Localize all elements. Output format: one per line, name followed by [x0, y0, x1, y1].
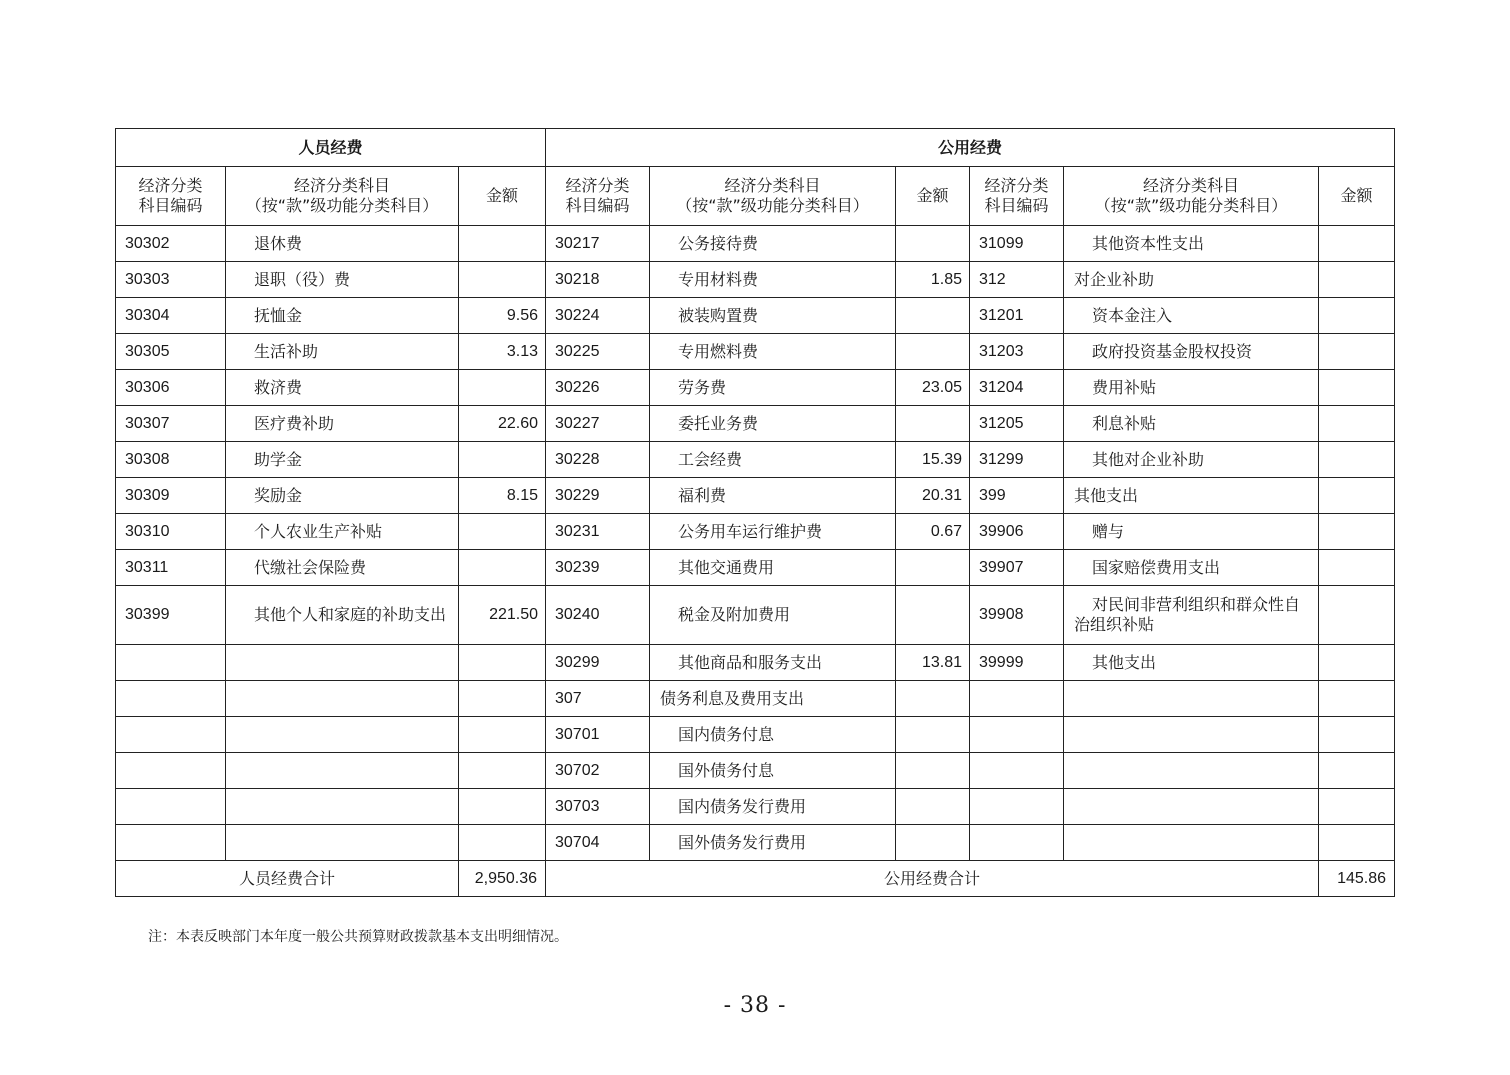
table-row [116, 370, 1395, 406]
capital-code-cell: 399 [970, 478, 1064, 514]
capital-code-cell [970, 717, 1064, 753]
public-amount-cell: 23.05 [896, 370, 970, 406]
personnel-amount-cell: 221.50 [459, 586, 546, 645]
public-code-cell: 30225 [546, 334, 650, 370]
capital-code-cell: 312 [970, 262, 1064, 298]
capital-amount-cell [1319, 334, 1395, 370]
capital-amount-cell [1319, 550, 1395, 586]
public-name-cell: 委托业务费 [650, 406, 896, 442]
col-header-name: 经济分类科目 （按“款”级功能分类科目） [1064, 167, 1319, 226]
public-code-cell: 30228 [546, 442, 650, 478]
public-name-cell: 其他交通费用 [650, 550, 896, 586]
personnel-name-cell: 救济费 [226, 370, 459, 406]
col-header-amount: 金额 [896, 167, 970, 226]
public-amount-cell [896, 550, 970, 586]
capital-name-cell: 政府投资基金股权投资 [1064, 334, 1319, 370]
personnel-amount-cell [459, 789, 546, 825]
personnel-amount-cell [459, 825, 546, 861]
public-code-cell: 30227 [546, 406, 650, 442]
capital-amount-cell [1319, 406, 1395, 442]
capital-amount-cell [1319, 298, 1395, 334]
personnel-code-cell: 30306 [116, 370, 226, 406]
public-name-cell: 专用燃料费 [650, 334, 896, 370]
public-amount-cell: 13.81 [896, 645, 970, 681]
capital-name-cell [1064, 681, 1319, 717]
personnel-amount-cell: 22.60 [459, 406, 546, 442]
personnel-code-cell: 30310 [116, 514, 226, 550]
personnel-amount-cell [459, 550, 546, 586]
capital-amount-cell [1319, 262, 1395, 298]
public-name-cell: 债务利息及费用支出 [650, 681, 896, 717]
table-row [116, 262, 1395, 298]
capital-name-cell: 费用补贴 [1064, 370, 1319, 406]
personnel-name-cell: 个人农业生产补贴 [226, 514, 459, 550]
table-row [116, 298, 1395, 334]
public-amount-cell: 1.85 [896, 262, 970, 298]
public-name-cell: 专用材料费 [650, 262, 896, 298]
table-row [116, 514, 1395, 550]
table-row [116, 406, 1395, 442]
column-header-row [116, 167, 1395, 226]
capital-name-cell: 对企业补助 [1064, 262, 1319, 298]
personnel-amount-cell [459, 717, 546, 753]
personnel-name-cell: 退休费 [226, 226, 459, 262]
capital-amount-cell [1319, 478, 1395, 514]
personnel-name-cell: 生活补助 [226, 334, 459, 370]
public-amount-cell [896, 406, 970, 442]
public-amount-cell [896, 298, 970, 334]
table-row [116, 645, 1395, 681]
totals-row [116, 861, 1395, 897]
capital-code-cell [970, 681, 1064, 717]
personnel-code-cell [116, 717, 226, 753]
personnel-code-cell: 30303 [116, 262, 226, 298]
public-code-cell: 30226 [546, 370, 650, 406]
personnel-amount-cell [459, 681, 546, 717]
public-total-label: 公用经费合计 [546, 861, 1319, 897]
public-amount-cell [896, 226, 970, 262]
col-header-code: 经济分类 科目编码 [116, 167, 226, 226]
table-row [116, 681, 1395, 717]
personnel-code-cell [116, 825, 226, 861]
personnel-name-cell [226, 825, 459, 861]
public-name-cell: 其他商品和服务支出 [650, 645, 896, 681]
capital-code-cell: 39906 [970, 514, 1064, 550]
capital-code-cell [970, 789, 1064, 825]
capital-code-cell: 31201 [970, 298, 1064, 334]
capital-name-cell: 赠与 [1064, 514, 1319, 550]
capital-name-cell: 对民间非营利组织和群众性自治组织补贴 [1064, 586, 1319, 645]
table-row [116, 478, 1395, 514]
capital-code-cell: 31204 [970, 370, 1064, 406]
capital-amount-cell [1319, 514, 1395, 550]
public-amount-cell: 15.39 [896, 442, 970, 478]
capital-amount-cell [1319, 717, 1395, 753]
personnel-amount-cell [459, 514, 546, 550]
personnel-amount-cell: 9.56 [459, 298, 546, 334]
capital-name-cell: 其他支出 [1064, 478, 1319, 514]
table-row [116, 789, 1395, 825]
public-name-cell: 税金及附加费用 [650, 586, 896, 645]
public-code-cell: 30702 [546, 753, 650, 789]
personnel-name-cell: 代缴社会保险费 [226, 550, 459, 586]
public-code-cell: 30299 [546, 645, 650, 681]
col-header-name: 经济分类科目 （按“款”级功能分类科目） [226, 167, 459, 226]
personnel-amount-cell [459, 442, 546, 478]
public-name-cell: 国外债务付息 [650, 753, 896, 789]
public-code-cell: 30217 [546, 226, 650, 262]
personnel-code-cell: 30308 [116, 442, 226, 478]
public-name-cell: 国内债务发行费用 [650, 789, 896, 825]
personnel-code-cell: 30399 [116, 586, 226, 645]
personnel-total-amount: 2,950.36 [459, 861, 546, 897]
capital-code-cell: 39999 [970, 645, 1064, 681]
public-name-cell: 公务用车运行维护费 [650, 514, 896, 550]
public-code-cell: 30239 [546, 550, 650, 586]
capital-code-cell: 31203 [970, 334, 1064, 370]
personnel-name-cell [226, 789, 459, 825]
capital-name-cell [1064, 717, 1319, 753]
personnel-name-cell [226, 717, 459, 753]
public-total-amount: 145.86 [1319, 861, 1395, 897]
personnel-code-cell: 30309 [116, 478, 226, 514]
personnel-code-cell [116, 681, 226, 717]
capital-amount-cell [1319, 825, 1395, 861]
personnel-name-cell [226, 681, 459, 717]
personnel-amount-cell: 8.15 [459, 478, 546, 514]
capital-amount-cell [1319, 789, 1395, 825]
table-row [116, 226, 1395, 262]
expenditure-table [115, 128, 1395, 897]
capital-name-cell [1064, 825, 1319, 861]
capital-amount-cell [1319, 681, 1395, 717]
col-header-amount: 金额 [1319, 167, 1395, 226]
capital-code-cell [970, 753, 1064, 789]
public-amount-cell: 20.31 [896, 478, 970, 514]
public-amount-cell [896, 681, 970, 717]
capital-code-cell: 39908 [970, 586, 1064, 645]
capital-name-cell: 其他资本性支出 [1064, 226, 1319, 262]
capital-amount-cell [1319, 442, 1395, 478]
personnel-amount-cell [459, 262, 546, 298]
capital-name-cell: 其他支出 [1064, 645, 1319, 681]
capital-code-cell: 31099 [970, 226, 1064, 262]
public-amount-cell [896, 717, 970, 753]
personnel-code-cell: 30302 [116, 226, 226, 262]
capital-amount-cell [1319, 753, 1395, 789]
personnel-code-cell [116, 753, 226, 789]
personnel-amount-cell [459, 370, 546, 406]
public-amount-cell [896, 753, 970, 789]
table-note: 注：本表反映部门本年度一般公共预算财政拨款基本支出明细情况。 [148, 929, 568, 945]
public-name-cell: 劳务费 [650, 370, 896, 406]
personnel-code-cell: 30304 [116, 298, 226, 334]
table-row [116, 586, 1395, 645]
public-name-cell: 国外债务发行费用 [650, 825, 896, 861]
capital-amount-cell [1319, 645, 1395, 681]
public-name-cell: 被装购置费 [650, 298, 896, 334]
col-header-code: 经济分类 科目编码 [970, 167, 1064, 226]
public-code-cell: 307 [546, 681, 650, 717]
capital-name-cell: 国家赔偿费用支出 [1064, 550, 1319, 586]
public-code-cell: 30218 [546, 262, 650, 298]
public-amount-cell [896, 334, 970, 370]
personnel-name-cell: 医疗费补助 [226, 406, 459, 442]
personnel-code-cell [116, 645, 226, 681]
table-row [116, 442, 1395, 478]
public-amount-cell [896, 586, 970, 645]
public-amount-cell [896, 825, 970, 861]
capital-name-cell [1064, 753, 1319, 789]
capital-amount-cell [1319, 586, 1395, 645]
personnel-name-cell: 助学金 [226, 442, 459, 478]
public-name-cell: 公务接待费 [650, 226, 896, 262]
col-header-amount: 金额 [459, 167, 546, 226]
capital-code-cell: 31299 [970, 442, 1064, 478]
table-row [116, 334, 1395, 370]
group-public-header: 公用经费 [546, 129, 1395, 167]
group-personnel-header: 人员经费 [116, 129, 546, 167]
page-number: - 38 - [723, 993, 787, 1018]
personnel-name-cell: 抚恤金 [226, 298, 459, 334]
personnel-amount-cell [459, 753, 546, 789]
personnel-name-cell [226, 753, 459, 789]
public-code-cell: 30703 [546, 789, 650, 825]
capital-name-cell: 资本金注入 [1064, 298, 1319, 334]
table-row [116, 825, 1395, 861]
capital-name-cell: 利息补贴 [1064, 406, 1319, 442]
public-code-cell: 30224 [546, 298, 650, 334]
personnel-amount-cell [459, 226, 546, 262]
table-row [116, 717, 1395, 753]
personnel-code-cell: 30305 [116, 334, 226, 370]
personnel-amount-cell: 3.13 [459, 334, 546, 370]
col-header-code: 经济分类 科目编码 [546, 167, 650, 226]
personnel-name-cell [226, 645, 459, 681]
public-name-cell: 工会经费 [650, 442, 896, 478]
capital-name-cell [1064, 789, 1319, 825]
public-code-cell: 30231 [546, 514, 650, 550]
personnel-amount-cell [459, 645, 546, 681]
personnel-name-cell: 退职（役）费 [226, 262, 459, 298]
public-code-cell: 30240 [546, 586, 650, 645]
personnel-code-cell: 30311 [116, 550, 226, 586]
public-code-cell: 30701 [546, 717, 650, 753]
table-row [116, 753, 1395, 789]
capital-amount-cell [1319, 370, 1395, 406]
personnel-total-label: 人员经费合计 [116, 861, 459, 897]
public-name-cell: 国内债务付息 [650, 717, 896, 753]
capital-code-cell: 31205 [970, 406, 1064, 442]
capital-code-cell [970, 825, 1064, 861]
capital-name-cell: 其他对企业补助 [1064, 442, 1319, 478]
personnel-code-cell: 30307 [116, 406, 226, 442]
capital-code-cell: 39907 [970, 550, 1064, 586]
public-amount-cell [896, 789, 970, 825]
public-code-cell: 30229 [546, 478, 650, 514]
personnel-name-cell: 其他个人和家庭的补助支出 [226, 586, 459, 645]
capital-amount-cell [1319, 226, 1395, 262]
table-row [116, 550, 1395, 586]
personnel-code-cell [116, 789, 226, 825]
public-amount-cell: 0.67 [896, 514, 970, 550]
col-header-name: 经济分类科目 （按“款”级功能分类科目） [650, 167, 896, 226]
public-code-cell: 30704 [546, 825, 650, 861]
group-header-row [116, 129, 1395, 167]
public-name-cell: 福利费 [650, 478, 896, 514]
personnel-name-cell: 奖励金 [226, 478, 459, 514]
